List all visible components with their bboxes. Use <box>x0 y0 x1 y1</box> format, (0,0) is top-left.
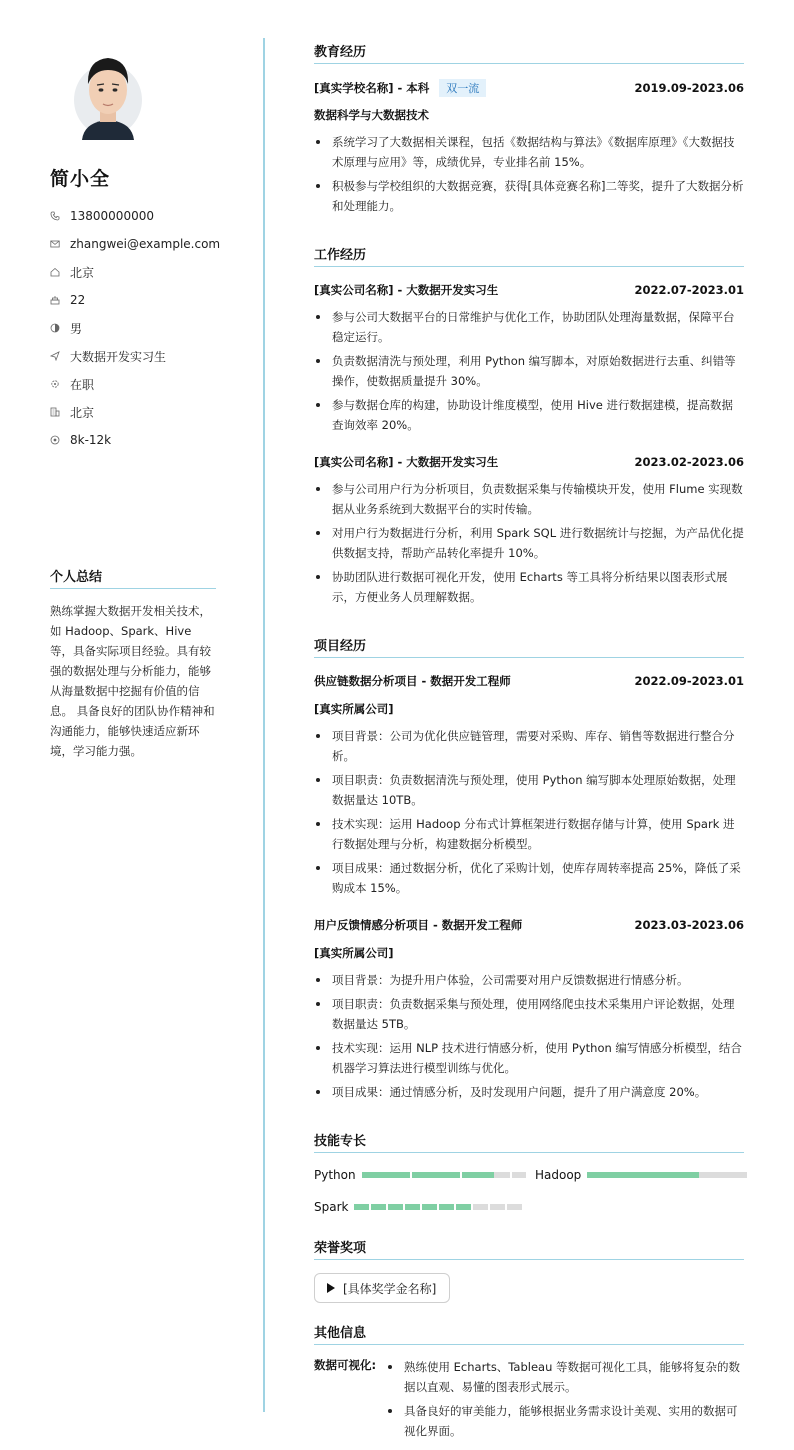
skill-bar <box>354 1204 524 1210</box>
list-item: 项目成果：通过情感分析，及时发现用户问题，提升了用户满意度 20%。 <box>314 1082 744 1102</box>
list-item: 项目背景：公司为优化供应链管理，需要对采购、库存、销售等数据进行整合分析。 <box>314 726 744 766</box>
info-text: 北京 <box>70 265 95 280</box>
school-block <box>314 79 486 97</box>
play-icon <box>327 1283 335 1293</box>
info-text: 大数据开发实习生 <box>70 349 167 364</box>
list-item: 熟练使用 Echarts、Tableau 等数据可视化工具，能够将复杂的数据以直观、易懂的图表形式展示。 <box>386 1357 744 1397</box>
info-text: 8k-12k <box>70 433 112 447</box>
home-icon <box>50 267 60 277</box>
other-heading: 其他信息 <box>314 1322 744 1345</box>
list-item: 参与数据仓库的构建，协助设计维度模型，使用 Hive 进行数据建模，提高数据查询效率 20%。 <box>314 395 744 435</box>
info-age <box>50 286 220 314</box>
project-name: 供应链数据分析项目 - 数据开发工程师 <box>314 674 511 688</box>
skill-bar-fill <box>354 1204 473 1210</box>
list-item: 协助团队进行数据可视化开发，使用 Echarts 等工具将分析结果以图表形式展示，方便业务人员理解数据。 <box>314 567 744 607</box>
list-item: 项目职责：负责数据采集与预处理，使用网络爬虫技术采集用户评论数据，处理数据量达 5TB。 <box>314 994 744 1034</box>
skill-bar <box>587 1172 747 1178</box>
project-row <box>314 673 744 689</box>
info-location <box>50 258 220 286</box>
skills-heading: 技能专长 <box>314 1130 744 1153</box>
award-item[interactable] <box>314 1273 450 1303</box>
contact-info-list <box>50 202 220 454</box>
education-major: 数据科学与大数据技术 <box>314 108 429 122</box>
building-icon <box>50 407 60 417</box>
info-email <box>50 230 220 258</box>
awards-heading: 荣誉奖项 <box>314 1237 744 1260</box>
list-item: 对用户行为数据进行分析，利用 Spark SQL 进行数据统计与挖掘，为产品优化提供数据支持，帮助产品转化率提升 10%。 <box>314 523 744 563</box>
info-city <box>50 398 220 426</box>
education-date: 2019.09-2023.06 <box>634 81 744 95</box>
list-item: 参与公司大数据平台的日常维护与优化工作，协助团队处理海量数据，保障平台稳定运行。 <box>314 307 744 347</box>
list-item: 技术实现：运用 NLP 技术进行情感分析，使用 Python 编写情感分析模型，结合机器学习算法进行模型训练与优化。 <box>314 1038 744 1078</box>
summary-text: 熟练掌握大数据开发相关技术，如 Hadoop、Spark、Hive 等，具备实际项目经验。具有较强的数据处理与分析能力，能够从海量数据中挖掘有价值的信息。 具备良好的团队协作精神和沟通能力，能够快速适应新环境，学习能力强。 <box>50 604 215 758</box>
project-name: 用户反馈情感分析项目 - 数据开发工程师 <box>314 918 523 932</box>
project-bullets <box>314 970 744 1106</box>
job-date: 2022.07-2023.01 <box>634 283 744 297</box>
job-company: [真实公司名称] - 大数据开发实习生 <box>314 455 499 469</box>
list-item: 项目职责：负责数据清洗与预处理，使用 Python 编写脚本处理原始数据，处理数据量达 10TB。 <box>314 770 744 810</box>
list-item: 系统学习了大数据相关课程，包括《数据结构与算法》《数据库原理》《大数据技术原理与应用》等，成绩优异，专业排名前 15%。 <box>314 132 744 172</box>
info-text: 在职 <box>70 377 95 392</box>
summary-heading: 个人总结 <box>50 566 216 589</box>
info-phone <box>50 202 220 230</box>
project-date: 2022.09-2023.01 <box>634 674 744 688</box>
skill-bar <box>362 1172 526 1178</box>
other-bullets <box>386 1357 744 1445</box>
info-text: 22 <box>70 293 86 307</box>
list-item: 积极参与学校组织的大数据竞赛，获得[具体竞赛名称]二等奖，提升了大数据分析和处理能力。 <box>314 176 744 216</box>
job-company: [真实公司名称] - 大数据开发实习生 <box>314 283 499 297</box>
list-item: 项目成果：通过数据分析，优化了采购计划，使库存周转率提高 25%，降低了采购成本 15%。 <box>314 858 744 898</box>
avatar <box>72 40 144 140</box>
phone-icon <box>50 211 60 221</box>
job-bullets <box>314 479 744 611</box>
project-row <box>314 917 744 933</box>
skill-python <box>314 1168 526 1182</box>
skill-name: Hadoop <box>535 1168 582 1182</box>
school-tag: 双一流 <box>439 79 486 97</box>
info-gender <box>50 314 220 342</box>
award-label: [具体奖学金名称] <box>343 1281 437 1296</box>
info-text: 13800000000 <box>70 209 154 223</box>
skill-name: Spark <box>314 1200 349 1214</box>
info-status <box>50 370 220 398</box>
info-text: 北京 <box>70 405 95 420</box>
column-divider <box>263 38 265 1412</box>
gender-icon <box>50 323 60 333</box>
info-salary <box>50 426 220 454</box>
job-row <box>314 454 744 470</box>
work-heading: 工作经历 <box>314 244 744 267</box>
list-item: 负责数据清洗与预处理，利用 Python 编写脚本，对原始数据进行去重、纠错等操作，使数据质量提升 30%。 <box>314 351 744 391</box>
skill-bar-fill <box>362 1172 495 1178</box>
list-item: 参与公司用户行为分析项目，负责数据采集与传输模块开发，使用 Flume 实现数据从业务系统到大数据平台的实时传输。 <box>314 479 744 519</box>
list-item: 具备良好的审美能力，能够根据业务需求设计美观、实用的数据可视化界面。 <box>386 1401 744 1441</box>
job-bullets <box>314 307 744 439</box>
education-heading: 教育经历 <box>314 41 744 64</box>
info-text: 男 <box>70 321 83 336</box>
person-name: 简小全 <box>50 168 111 190</box>
salary-icon <box>50 435 60 445</box>
mail-icon <box>50 239 60 249</box>
education-bullets <box>314 132 744 220</box>
skill-hadoop <box>535 1168 747 1182</box>
education-row <box>314 79 744 97</box>
age-icon <box>50 295 60 305</box>
skill-name: Python <box>314 1168 356 1182</box>
job-date: 2023.02-2023.06 <box>634 455 744 469</box>
job-row <box>314 282 744 298</box>
send-icon <box>50 351 60 361</box>
skill-spark <box>314 1200 524 1214</box>
info-position <box>50 342 220 370</box>
list-item: 技术实现：运用 Hadoop 分布式计算框架进行数据存储与计算，使用 Spark 进行数据处理与分析，构建数据分析模型。 <box>314 814 744 854</box>
other-label: 数据可视化: <box>314 1358 377 1372</box>
project-company: [真实所属公司] <box>314 946 394 960</box>
status-icon <box>50 379 60 389</box>
info-text: zhangwei@example.com <box>70 237 221 251</box>
school-name: [真实学校名称] - 本科 <box>314 81 430 95</box>
project-company: [真实所属公司] <box>314 702 394 716</box>
skill-bar-fill <box>587 1172 699 1178</box>
project-bullets <box>314 726 744 902</box>
list-item: 项目背景：为提升用户体验，公司需要对用户反馈数据进行情感分析。 <box>314 970 744 990</box>
projects-heading: 项目经历 <box>314 635 744 658</box>
project-date: 2023.03-2023.06 <box>634 918 744 932</box>
